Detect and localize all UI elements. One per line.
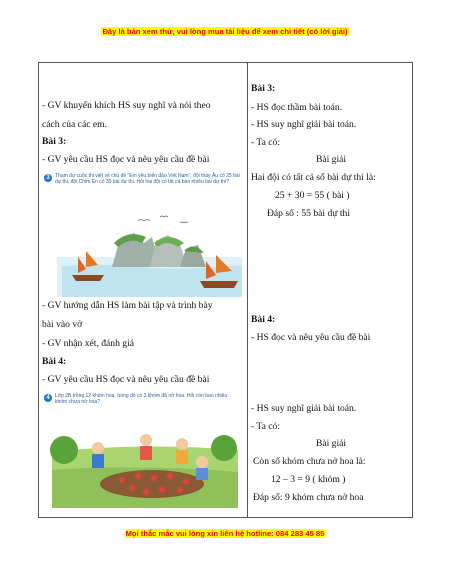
left-heading-bai4: Bài 4: [42,356,67,367]
sea-islands-illustration [42,171,242,297]
right-heading-bai4: Bài 4: [251,314,276,325]
problem-3-text: Tham dự cuộc thi viết về chủ đề “Em yêu biển đảo Việt Nam”, đội thầy Âu có 25 bài dự thi, đội Chim Én có 30 bài dự thi. Hỏi hai đội có tất cả bao nhiêu bài dự thi? [55,173,240,186]
right-solution-title-4: Bài giải [315,438,347,449]
right-line-10: - HS đọc và nêu yêu cầu đề bài [251,332,371,343]
problem-3-number: 3 [44,174,52,182]
right-line-12: - Ta có: [251,421,280,432]
problem-4-number: 4 [44,394,52,402]
right-line-3: - HS suy nghĩ giải bài toán. [251,119,357,130]
right-line-2: - HS đọc thầm bài toán. [251,102,343,113]
right-line-4: - Ta có: [251,137,280,148]
problem-4-card [42,392,242,512]
preview-banner: Đây là bản xem thử, vui lòng mua tài liệu để xem chi tiết (có lời giải) [102,27,348,36]
hotline-banner: Mọi thắc mắc vui lòng xin liên hệ hotline: 084 283 45 85 [125,529,325,538]
right-line-6: Hai đội có tất cả số bài dự thi là: [251,172,376,183]
problem-4-text: Lớp 2B trồng 12 khóm hoa, trong đó có 3 khóm đã nở hoa. Hỏi còn bao nhiêu khóm chưa nở hoa? [55,393,228,406]
left-line-1: - GV khuyến khích HS suy nghĩ và nói theo [42,100,211,111]
problem-3-card [42,171,242,297]
right-line-14: Còn số khóm chưa nở hoa là: [253,456,366,467]
left-heading-bai3: Bài 3: [42,136,67,147]
right-solution-title-3: Bài giải [315,154,347,165]
left-line-6: bài vào vở [42,319,83,330]
right-calc-4: 12 – 3 = 9 ( khóm ) [271,474,346,485]
flower-garden-illustration [42,392,242,512]
right-heading-bai3: Bài 3: [251,83,276,94]
left-line-5: - GV hướng dẫn HS làm bài tập và trình bày [42,300,213,311]
right-answer-4: Đáp số: 9 khóm chưa nở hoa [253,492,364,503]
left-line-9: - GV yêu cầu HS đọc và nêu yêu cầu đề bài [42,374,210,385]
right-calc-3: 25 + 30 = 55 ( bài ) [275,190,350,201]
left-line-2: cách của các em. [42,119,107,130]
right-line-11: - HS suy nghĩ giải bài toán. [251,403,357,414]
right-answer-3: Đáp số : 55 bài dự thi [267,208,351,219]
left-line-4: - GV yêu cầu HS đọc và nêu yêu cầu đề bài [42,154,210,165]
lesson-table [38,62,413,518]
column-divider [247,63,248,517]
left-line-7: - GV nhận xét, đánh giá [42,338,135,349]
